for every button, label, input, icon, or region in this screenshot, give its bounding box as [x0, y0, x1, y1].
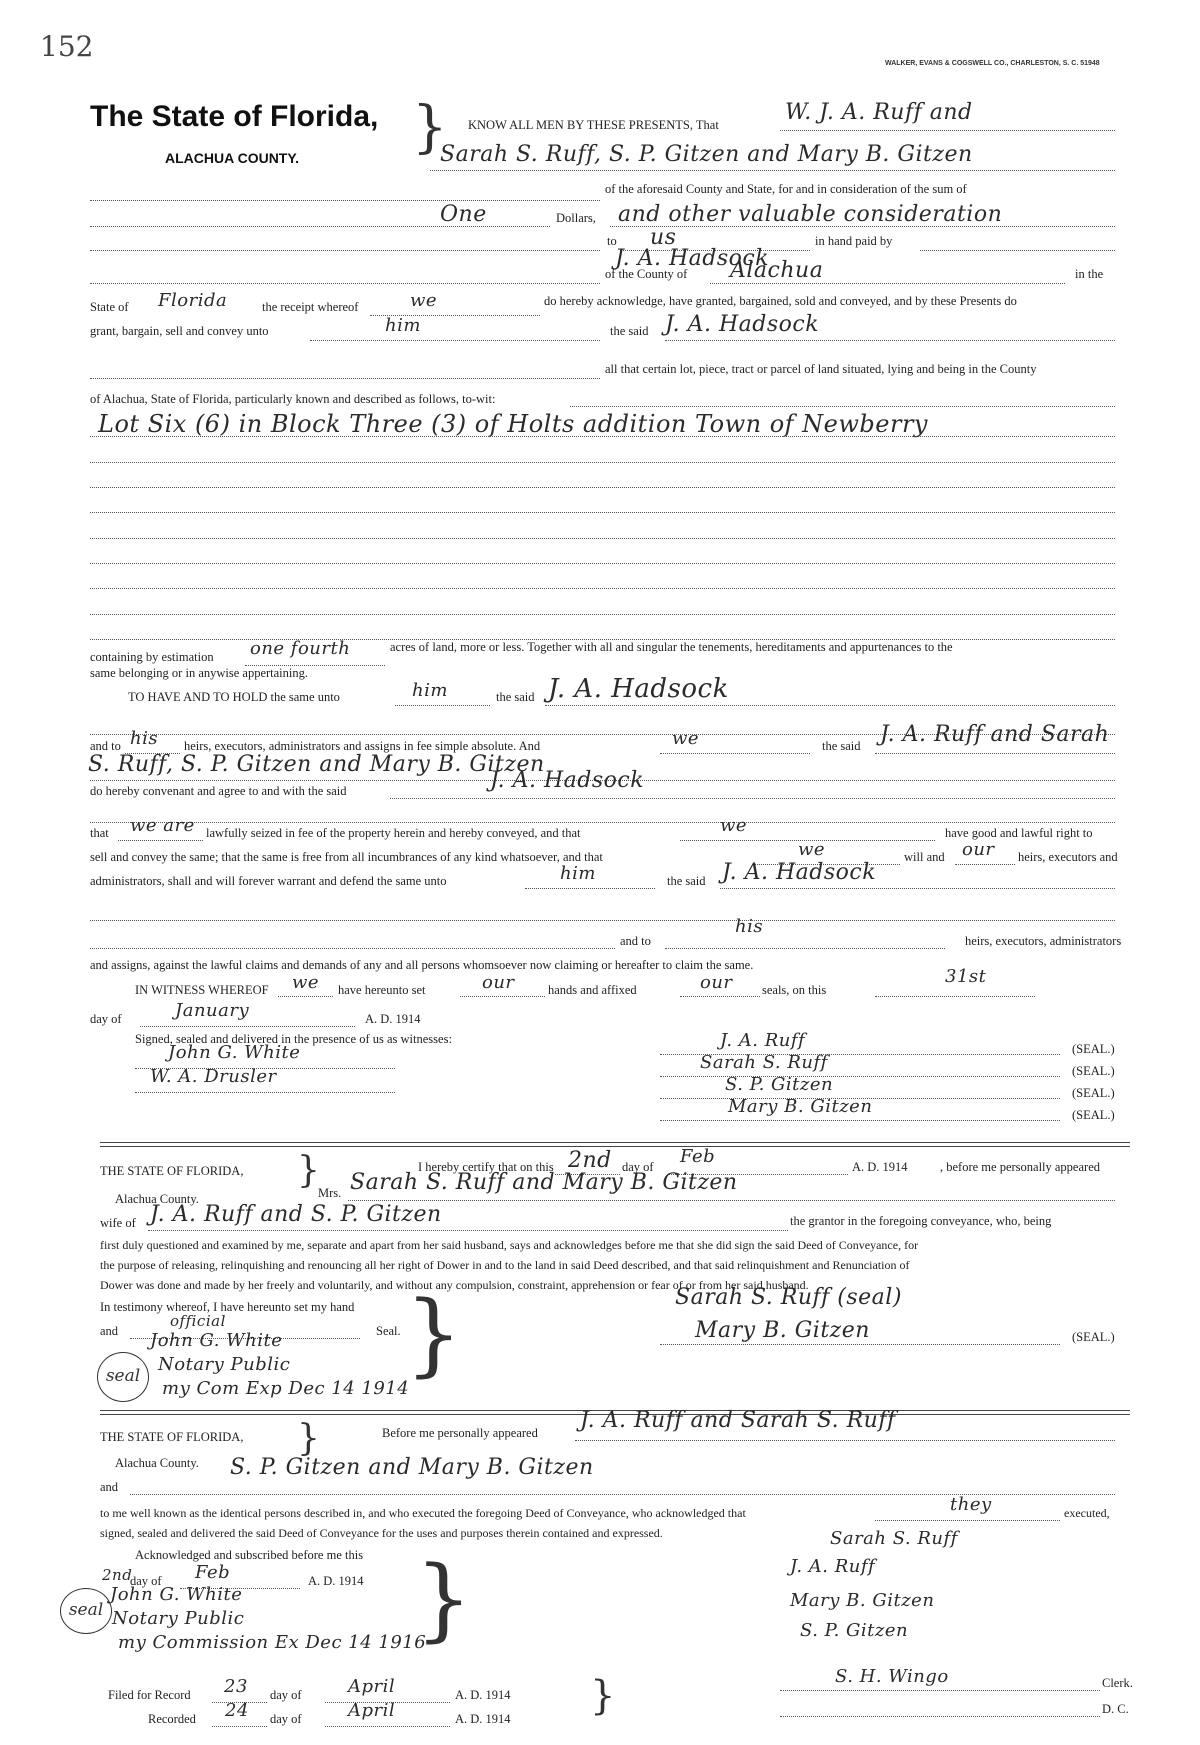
- dower-seal-word: Seal.: [376, 1324, 401, 1338]
- receipt-who: we: [410, 290, 438, 311]
- and-who-value: we: [672, 728, 700, 749]
- ack-signature-2: J. A. Ruff: [790, 1556, 876, 1577]
- recorded-month: April: [348, 1700, 396, 1721]
- ack-notary-line1: John G. White: [110, 1584, 243, 1605]
- dower-para2: the purpose of releasing, relinquishing and renouncing all her right of Dower in and to the land in said Deed described, and that said relinquishment and Renunciation of: [100, 1258, 910, 1272]
- dower-para1: first duly questioned and examined by me, separate and apart from her said husband, says and acknowledges before me that she did sign the said Deed of Conveyance, for: [100, 1238, 919, 1252]
- dower-month-value: Feb: [680, 1146, 716, 1167]
- know-all-text: KNOW ALL MEN BY THESE PRESENTS, That: [468, 118, 719, 132]
- heirs-exec2-text: heirs, executors and: [1018, 850, 1118, 864]
- dower-day-of: day of: [622, 1160, 654, 1174]
- that-value: we are: [130, 815, 195, 836]
- hands-affixed: hands and affixed: [548, 983, 637, 997]
- grantor-signature-1: J. A. Ruff: [720, 1030, 806, 1051]
- dower-county: Alachua County.: [115, 1192, 199, 1206]
- affixed-value: our: [700, 972, 733, 993]
- seal-label-4: (SEAL.): [1072, 1108, 1115, 1122]
- the-said-4: the said: [667, 874, 706, 888]
- dower-signature-1: Sarah S. Ruff (seal): [675, 1285, 902, 1310]
- grant-unto: grant, bargain, sell and convey unto: [90, 324, 269, 338]
- acres-text: acres of land, more or less. Together with all and singular the tenements, hereditaments and appurtenances to the: [390, 640, 953, 654]
- clerk-signature: S. H. Wingo: [835, 1666, 949, 1687]
- page-number: 152: [40, 30, 94, 63]
- witness-1: John G. White: [168, 1042, 301, 1063]
- the-said-3: the said: [822, 739, 861, 753]
- acknowledge-text: do hereby acknowledge, have granted, bargained, sold and conveyed, and by these Presents do: [544, 294, 1017, 308]
- dower-notary-line1: John G. White: [150, 1330, 283, 1351]
- ack-state: THE STATE OF FLORIDA,: [100, 1430, 244, 1444]
- to-value: us: [650, 225, 677, 250]
- dower-notary-line2: Notary Public: [158, 1354, 291, 1375]
- seal-label-2: (SEAL.): [1072, 1064, 1115, 1078]
- dower-signature-2: Mary B. Gitzen: [695, 1318, 870, 1343]
- recorded-day: 24: [225, 1700, 249, 1721]
- covenantors-line2: S. Ruff, S. P. Gitzen and Mary B. Gitzen: [88, 752, 545, 777]
- covenantors-line1: J. A. Ruff and Sarah: [880, 722, 1110, 747]
- recorded-ad: A. D. 1914: [455, 1712, 511, 1726]
- sell-convey-value: we: [798, 839, 826, 860]
- dower-and-value: official: [170, 1312, 226, 1330]
- have-good-text: have good and lawful right to: [945, 826, 1093, 840]
- state-value: Florida: [158, 290, 228, 311]
- in-hand-paid: in hand paid by: [815, 234, 893, 248]
- day-of-label: day of: [90, 1012, 122, 1026]
- dower-para3: Dower was done and made by her freely and voluntarily, and without any compulsion, constraint, apprehension or fear of or from her said husband.: [100, 1278, 809, 1292]
- other-consideration: and other valuable consideration: [618, 202, 1003, 227]
- amount-value: One: [440, 202, 487, 227]
- filed-month: April: [348, 1676, 396, 1697]
- dower-certify: I hereby certify that on this: [418, 1160, 554, 1174]
- ack-notary-line3: my Commission Ex Dec 14 1916: [118, 1632, 427, 1653]
- deed-page: 152 WALKER, EVANS & COGSWELL CO., CHARLESTON, S. C. 51948 The State of Florida, ALACHUA COUNTY. } KNOW ALL MEN BY THESE PRESENTS, That W. J. A. Ruff and Sarah S. Ruff, S. P. Gitzen and Mary B. Gitzen of the aforesaid County and State, for and in consideration of the sum of One Dollars, and other valuable consideration to us in hand paid by J. A. Hadsock of the County of Alachua in the State of Florida the receipt whereof we do hereby acknowledge, have granted, bargained, sold and conveyed, and by these Presents do grant, bargain, sell and convey unto him the said J. A. Hadsock all that certain lot, piece, tract or parcel of land situated, lying and being in the County of Alachua, State of Florida, particularly known and described as follows, to-wit: Lot Six (6) in Block Three (3) of Holts addition Town of Newberry containing by estimation one fourth acres of land, more or less. Together with all and singular the tenements, hereditaments and appurtenances to the same belonging or in anywise appertaining. TO HAVE AND TO HOLD the same unto him the said J. A. Hadsock and to his heirs, executors, administrators and assigns in fee simple absolute. And we the said J. A. Ruff and Sarah S. Ruff, S. P. Gitzen and Mary B. Gitzen do hereby convenant and agree to and with the said J. A. Hadsock that we are lawfully seized in fee of the property herein and hereby conveyed, and that we have good and lawful right to sell and convey the same; that the same is free from all incumbrances of any kind whatsoever, and that we will and our heirs, executors and administrators, shall and will forever warrant and defend the same unto him the said J. A. Hadsock and to his heirs, executors, administrators and assigns, against the lawful claims and demands of any and all persons whomsoever now claiming or hereafter to claim the same. IN WITNESS WHEREOF we have hereunto set our hands and affixed our seals, on this 31st day of January A. D. 1914 Signed, sealed and delivered in the presence of us as witnesses: John G. White W. A. Drusler J. A. Ruff (SEAL.) Sarah S. Ruff (SEAL.) S. P. Gitzen (SEAL.) Mary B. Gitzen (SEAL.) THE STATE OF FLORIDA, } Alachua County. I hereby certify that on this 2nd day of Feb A. D. 1914 , before me personally appeared Mrs. Sarah S. Ruff and Mary B. Gitzen wife of J. A. Ruff and S. P. Gitzen the grantor in the foregoing conveyance, who, being first duly questioned and examined by me, separate and apart from her said husband, says and acknowledges before me that she did sign the said Deed of Conveyance, for the purpose of releasing, relinquishing and renouncing all her right of Dower in and to the land in said Deed described, and that said relinquishment and Renunciation of Dower was done and made by her freely and voluntarily, and without any compulsion, constraint, apprehension or fear of or from her said husband. In testimony whereof, I have hereunto set my hand } and official Seal. seal John G. White Notary Public my Com Exp Dec 14 1914 Sarah S. Ruff (seal) Mary B. Gitzen (SEAL.) THE STATE OF FLORIDA, } Alachua County. Before me personally appeared J. A. Ruff and Sarah S. Ruff and S. P. Gitzen and Mary B. Gitzen to me well known as the identical persons described in, and who executed the foregoing Deed of Conveyance, who acknowledged that they executed, signed, sealed and delivered the said Deed of Conveyance for the uses and purposes therein contained and expressed. Acknowledged and subscribed before me this } 2nd day of Feb A. D. 1914 seal John G. White Notary Public my Commission Ex Dec 14 1916 Sarah S. Ruff J. A. Ruff Mary B. Gitzen S. P. Gitzen Filed for Record 23 day of April A. D. 1914 Recorded 24 day of April A. D. 1914 } S. H. Wingo Clerk. D. C.: [40, 30, 1133, 1726]
- dower-mrs: Mrs.: [318, 1186, 342, 1200]
- set-value: our: [482, 972, 515, 993]
- signed-sealed: Signed, sealed and delivered in the presence of us as witnesses:: [135, 1032, 452, 1046]
- state-of-label: State of: [90, 300, 129, 314]
- of-alachua-text: of Alachua, State of Florida, particularly known and described as follows, to-wit:: [90, 392, 496, 406]
- ack-signature-4: S. P. Gitzen: [800, 1620, 909, 1641]
- all-that-text: all that certain lot, piece, tract or parcel of land situated, lying and being in the County: [605, 362, 1037, 376]
- dollars-label: Dollars,: [556, 211, 596, 225]
- ack-they-value: they: [950, 1494, 992, 1515]
- county-value: Alachua: [730, 258, 824, 283]
- ack-and: and: [100, 1480, 119, 1494]
- to-have-text: TO HAVE AND TO HOLD the same unto: [128, 690, 340, 704]
- and-to-text: and to: [90, 739, 121, 753]
- sell-convey-text: sell and convey the same; that the same is free from all incumbrances of any kind whatsoever, and that: [90, 850, 603, 864]
- and-to-value: his: [130, 728, 159, 749]
- the-said-2: the said: [496, 690, 535, 704]
- covenant-text: do hereby convenant and agree to and with the said: [90, 784, 347, 798]
- acres-value: one fourth: [250, 638, 351, 659]
- ack-notary-line2: Notary Public: [112, 1608, 245, 1629]
- recorded-label: Recorded: [148, 1712, 196, 1726]
- dower-and: and: [100, 1324, 119, 1338]
- ack-signature-1: Sarah S. Ruff: [830, 1528, 958, 1549]
- dower-testimony: In testimony whereof, I have hereunto set my hand: [100, 1300, 355, 1314]
- of-county-state: of the aforesaid County and State, for and in consideration of the sum of: [605, 182, 967, 196]
- receipt-whereof: the receipt whereof: [262, 300, 359, 314]
- section-divider-1: [100, 1142, 1130, 1143]
- header-brace: }: [412, 95, 448, 160]
- and-to2-text: and to: [620, 934, 651, 948]
- ack-county: Alachua County.: [115, 1456, 199, 1470]
- will-and-value: our: [962, 839, 995, 860]
- same-belonging: same belonging or in anywise appertaining.: [90, 666, 308, 680]
- grantor-signature-4: Mary B. Gitzen: [728, 1096, 873, 1117]
- covenant-value: J. A. Hadsock: [490, 768, 645, 793]
- county-title: ALACHUA COUNTY.: [165, 150, 300, 166]
- grantee-value-2: J. A. Hadsock: [665, 312, 820, 337]
- seal-label-1: (SEAL.): [1072, 1042, 1115, 1056]
- grantor-signature-3: S. P. Gitzen: [725, 1074, 834, 1095]
- ack-day-value: 2nd: [102, 1566, 133, 1584]
- containing-text: containing by estimation: [90, 650, 214, 664]
- grant-unto-value: him: [385, 315, 421, 336]
- to-have-value: him: [412, 680, 448, 701]
- and-assigns-text: and assigns, against the lawful claims and demands of any and all persons whomsoever now claiming or hereafter to claim the same.: [90, 958, 754, 972]
- grantee-value-3: J. A. Hadsock: [548, 674, 729, 704]
- ack-and-value: S. P. Gitzen and Mary B. Gitzen: [230, 1455, 594, 1480]
- filed-day: 23: [224, 1676, 248, 1697]
- dower-ad: A. D. 1914: [852, 1160, 908, 1174]
- witness-day-value: 31st: [945, 966, 987, 987]
- ack-notary-seal: seal: [60, 1588, 112, 1634]
- dower-before-me: , before me personally appeared: [940, 1160, 1100, 1174]
- grantors-line2: Sarah S. Ruff, S. P. Gitzen and Mary B. Gitzen: [440, 142, 973, 167]
- the-said-1: the said: [610, 324, 649, 338]
- filed-label: Filed for Record: [108, 1688, 191, 1702]
- witness-month-value: January: [175, 1000, 250, 1021]
- land-description: Lot Six (6) in Block Three (3) of Holts addition Town of Newberry: [98, 410, 928, 438]
- dower-seal-label: (SEAL.): [1072, 1330, 1115, 1344]
- dower-wife-of: wife of: [100, 1216, 136, 1230]
- ack-month-value: Feb: [195, 1562, 231, 1583]
- recorded-day-of: day of: [270, 1712, 302, 1726]
- ack-before-me: Before me personally appeared: [382, 1426, 538, 1440]
- in-the: in the: [1075, 267, 1104, 281]
- lawfully-text: lawfully seized in fee of the property herein and hereby conveyed, and that: [206, 826, 581, 840]
- witness-2: W. A. Drusler: [150, 1066, 277, 1087]
- dower-mrs-value: Sarah S. Ruff and Mary B. Gitzen: [350, 1170, 738, 1195]
- grantor-signature-2: Sarah S. Ruff: [700, 1052, 828, 1073]
- dower-state: THE STATE OF FLORIDA,: [100, 1164, 244, 1178]
- witness-who: we: [292, 972, 320, 993]
- dc-label: D. C.: [1102, 1702, 1129, 1716]
- ack-day-of: day of: [130, 1574, 162, 1588]
- administrators-value: him: [560, 863, 596, 884]
- dower-notary-line3: my Com Exp Dec 14 1914: [162, 1378, 410, 1399]
- witness-whereof: IN WITNESS WHEREOF: [135, 983, 269, 997]
- state-title: The State of Florida,: [90, 100, 379, 133]
- grantee-value-4: J. A. Hadsock: [722, 860, 877, 885]
- ack-ad: A. D. 1914: [308, 1574, 364, 1588]
- ack-para2: signed, sealed and delivered the said Deed of Conveyance for the uses and purposes therein contained and expressed.: [100, 1526, 663, 1540]
- dower-grantor-text: the grantor in the foregoing conveyance, who, being: [790, 1214, 1052, 1228]
- of-county-of: of the County of: [605, 267, 688, 281]
- administrators-text: administrators, shall and will forever warrant and defend the same unto: [90, 874, 447, 888]
- clerk-label: Clerk.: [1102, 1676, 1133, 1690]
- grantors-line1: W. J. A. Ruff and: [785, 100, 973, 125]
- lawfully-value: we: [720, 815, 748, 836]
- ack-para1: to me well known as the identical persons described in, and who executed the foregoing Deed of Conveyance, who acknowledged that: [100, 1506, 746, 1520]
- ack-acknowledged: Acknowledged and subscribed before me this: [135, 1548, 364, 1562]
- filed-ad: A. D. 1914: [455, 1688, 511, 1702]
- ack-executed: executed,: [1064, 1506, 1110, 1520]
- seals-on-this: seals, on this: [762, 983, 827, 997]
- ack-appeared-value: J. A. Ruff and Sarah S. Ruff: [580, 1408, 896, 1433]
- have-hereunto: have hereunto set: [338, 983, 426, 997]
- to-label: to: [607, 234, 617, 248]
- that-text: that: [90, 826, 109, 840]
- dower-wife-of-value: J. A. Ruff and S. P. Gitzen: [150, 1202, 442, 1227]
- seal-label-3: (SEAL.): [1072, 1086, 1115, 1100]
- will-and-text: will and: [904, 850, 945, 864]
- filed-day-of: day of: [270, 1688, 302, 1702]
- dower-notary-seal: seal: [97, 1352, 149, 1402]
- witness-ad: A. D. 1914: [365, 1012, 421, 1026]
- heirs-exec-text: heirs, executors, administrators and assigns in fee simple absolute. And: [184, 739, 541, 753]
- ack-signature-3: Mary B. Gitzen: [790, 1590, 935, 1611]
- dower-day-value: 2nd: [568, 1148, 612, 1173]
- heirs-exec3-text: heirs, executors, administrators: [965, 934, 1122, 948]
- and-to2-value: his: [735, 916, 764, 937]
- grantee-value: J. A. Hadsock: [615, 246, 770, 271]
- printer-imprint: WALKER, EVANS & COGSWELL CO., CHARLESTON, S. C. 51948: [885, 60, 1100, 67]
